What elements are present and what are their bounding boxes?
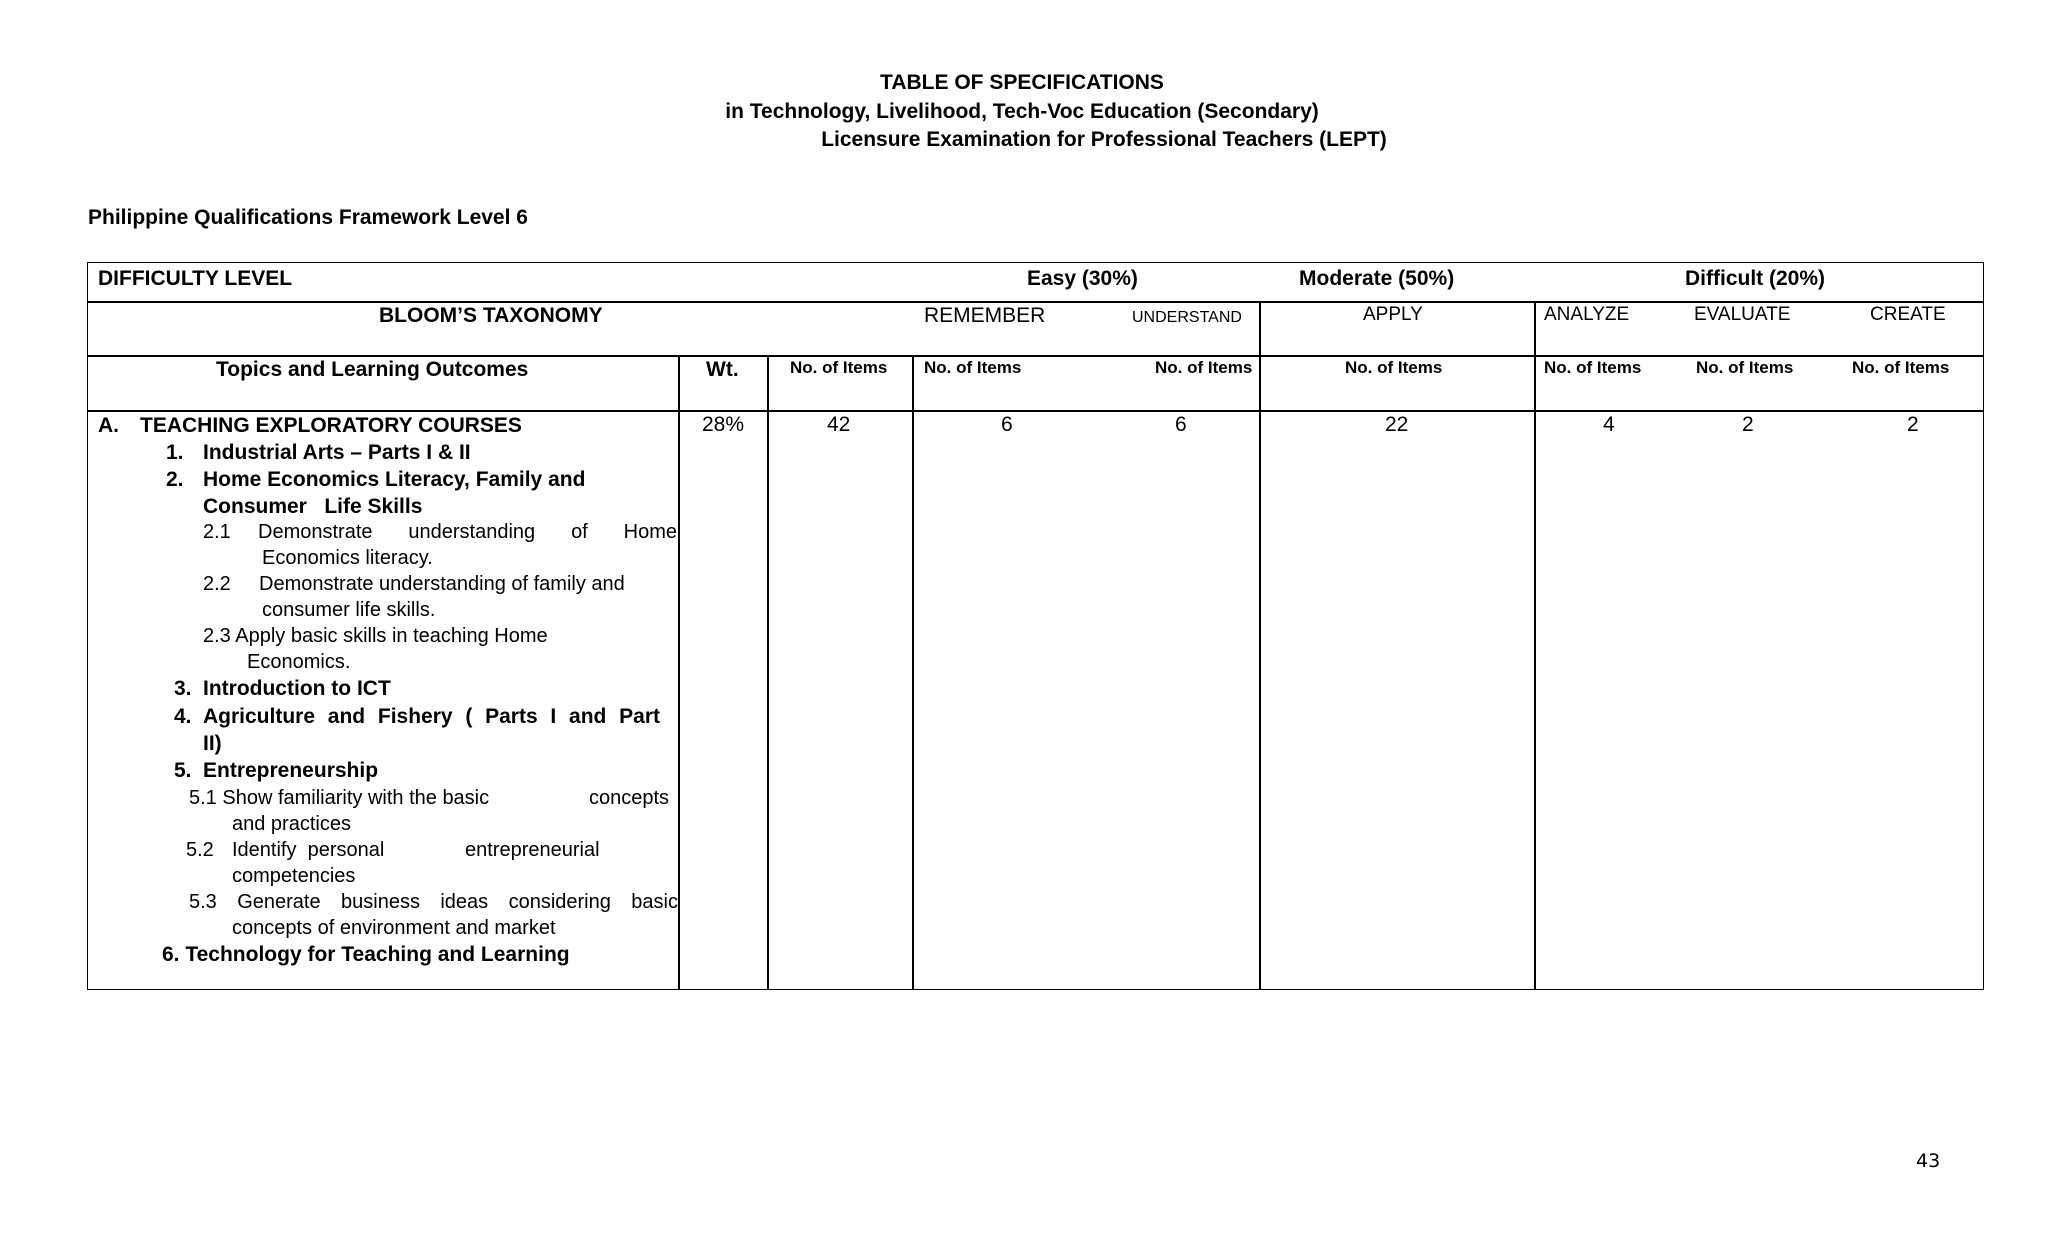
weight-value: 28%	[702, 413, 745, 436]
row-divider	[88, 355, 1983, 357]
remember-value: 6	[1001, 413, 1013, 436]
create-value: 2	[1907, 413, 1919, 436]
topic-word: Agriculture	[203, 705, 316, 728]
easy-level-label: Easy (30%)	[1027, 267, 1138, 290]
topics-heading: Topics and Learning Outcomes	[216, 358, 529, 381]
outcome-word: Demonstrate	[258, 521, 373, 543]
understand-items-heading: No. of Items	[1155, 358, 1253, 377]
outcome-5-1-end: concepts	[589, 787, 670, 809]
evaluate-value: 2	[1742, 413, 1754, 436]
document-subtitle: in Technology, Livelihood, Tech-Voc Education (Secondary)	[725, 100, 1319, 123]
outcome-number: 5.2	[186, 839, 214, 861]
outcome-2-1	[258, 519, 677, 545]
topic-entrepreneurship: Entrepreneurship	[203, 759, 379, 782]
remember-label: REMEMBER	[924, 304, 1046, 327]
topic-number: 4.	[174, 705, 192, 728]
column-divider	[1259, 301, 1261, 990]
outcome-5-2-end: entrepreneurial	[465, 839, 600, 861]
analyze-label: ANALYZE	[1544, 304, 1630, 325]
topic-word: and	[327, 705, 366, 728]
outcome-number: 2.1	[203, 521, 231, 543]
create-label: CREATE	[1870, 304, 1946, 325]
document-exam-name: Licensure Examination for Professional Teachers (LEPT)	[821, 128, 1387, 151]
framework-label: Philippine Qualifications Framework Level 6	[88, 206, 528, 229]
outcome-word: ideas	[440, 891, 489, 913]
outcome-word: basic	[631, 891, 678, 913]
outcome-5-3	[189, 889, 678, 915]
create-items-heading: No. of Items	[1852, 358, 1950, 377]
topic-home-economics-cont: Consumer Life Skills	[203, 495, 423, 518]
topic-intro-ict: Introduction to ICT	[203, 677, 391, 700]
outcome-5-2-cont: competencies	[232, 865, 356, 887]
column-divider	[1534, 301, 1536, 990]
section-title: TEACHING EXPLORATORY COURSES	[140, 414, 522, 437]
topic-industrial-arts: Industrial Arts – Parts I & II	[203, 441, 471, 464]
topic-number: 3.	[174, 677, 192, 700]
topic-home-economics: Home Economics Literacy, Family and	[203, 468, 586, 491]
apply-label: APPLY	[1363, 304, 1423, 325]
column-divider	[678, 355, 680, 990]
moderate-level-label: Moderate (50%)	[1299, 267, 1455, 290]
outcome-2-2: Demonstrate understanding of family and	[259, 573, 625, 595]
outcome-word: business	[341, 891, 420, 913]
understand-value: 6	[1175, 413, 1187, 436]
outcome-2-3-cont: Economics.	[247, 651, 351, 673]
evaluate-label: EVALUATE	[1694, 304, 1791, 325]
outcome-number: 2.2	[203, 573, 231, 595]
difficulty-level-label: DIFFICULTY LEVEL	[98, 267, 293, 290]
section-letter: A.	[98, 414, 119, 437]
document-title: TABLE OF SPECIFICATIONS	[880, 71, 1164, 94]
topic-word: (	[465, 705, 473, 728]
analyze-value: 4	[1603, 413, 1615, 436]
outcome-word: Home	[623, 521, 677, 543]
outcome-2-1-cont: Economics literacy.	[262, 547, 433, 569]
topic-number: 2.	[166, 468, 184, 491]
difficult-level-label: Difficult (20%)	[1685, 267, 1826, 290]
outcome-word: considering	[508, 891, 611, 913]
row-divider	[88, 301, 1983, 303]
column-divider	[767, 355, 769, 990]
analyze-items-heading: No. of Items	[1544, 358, 1642, 377]
apply-value: 22	[1385, 413, 1409, 436]
outcome-word: 5.3	[189, 891, 217, 913]
column-divider	[912, 355, 914, 990]
weight-heading: Wt.	[706, 358, 739, 381]
outcome-word: understanding	[408, 521, 536, 543]
apply-items-heading: No. of Items	[1345, 358, 1443, 377]
topic-word: I	[550, 705, 557, 728]
total-items-heading: No. of Items	[790, 358, 888, 377]
topic-technology-teaching: 6. Technology for Teaching and Learning	[162, 943, 570, 966]
remember-items-heading: No. of Items	[924, 358, 1022, 377]
outcome-2-2-cont: consumer life skills.	[262, 599, 436, 621]
topic-word: Parts	[485, 705, 538, 728]
total-items-value: 42	[827, 413, 851, 436]
topic-word: Fishery	[377, 705, 453, 728]
topic-agriculture-fishery	[203, 703, 660, 730]
topic-agriculture-fishery-cont: II)	[203, 732, 222, 755]
outcome-word: Generate	[237, 891, 321, 913]
page-number: 43	[1916, 1150, 1941, 1172]
understand-label: UNDERSTAND	[1132, 309, 1242, 326]
outcome-2-3: 2.3 Apply basic skills in teaching Home	[203, 625, 548, 647]
outcome-5-3-cont: concepts of environment and market	[232, 917, 556, 939]
topic-number: 1.	[166, 441, 184, 464]
outcome-5-1-cont: and practices	[232, 813, 351, 835]
outcome-word: of	[571, 521, 588, 543]
outcome-5-1: 5.1 Show familiarity with the basic	[189, 787, 490, 809]
topic-number: 5.	[174, 759, 192, 782]
bloom-taxonomy-label: BLOOM’S TAXONOMY	[379, 304, 603, 327]
evaluate-items-heading: No. of Items	[1696, 358, 1794, 377]
outcome-5-2: Identify personal	[232, 839, 385, 861]
topic-word: Part	[619, 705, 660, 728]
topic-word: and	[569, 705, 607, 728]
